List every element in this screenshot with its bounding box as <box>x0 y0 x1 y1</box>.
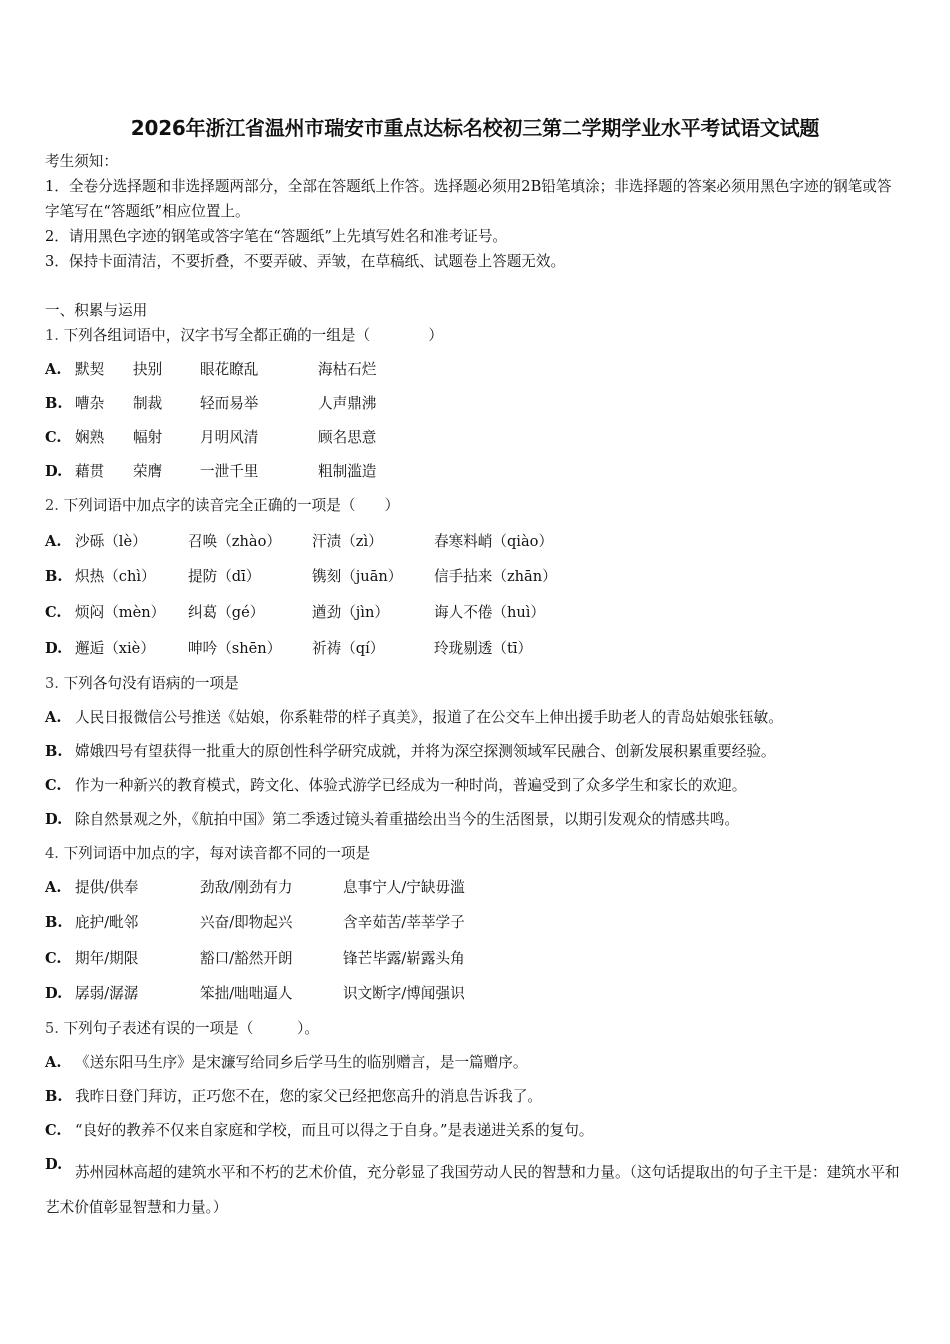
option-label: C. <box>45 777 62 794</box>
option-word: 汗渍（zì） <box>312 533 383 550</box>
option-word: 含辛茹苦/莘莘学子 <box>343 914 465 931</box>
question-number: 2. <box>45 497 59 514</box>
option-word: 期年/期限 <box>75 950 139 967</box>
question-4-stem <box>45 844 370 864</box>
option-word: 春寒料峭（qiào） <box>434 533 554 550</box>
question-number: 4. <box>45 845 59 862</box>
option-label: C. <box>45 604 62 621</box>
option-label: B. <box>45 395 63 412</box>
option-word: 沙砾（lè） <box>75 533 147 550</box>
option-word: 炽热（chì） <box>75 568 156 585</box>
option-label: C. <box>45 1122 62 1139</box>
option-word: 眼花瞭乱 <box>200 361 259 378</box>
option-word: 月明风清 <box>200 429 259 446</box>
option-label: B. <box>45 743 63 760</box>
option-text: 《送东阳马生序》是宋濂写给同乡后学马生的临别赠言，是一篇赠序。 <box>75 1054 528 1071</box>
question-number: 1. <box>45 327 59 344</box>
exam-title: 2026年浙江省温州市瑞安市重点达标名校初三第二学期学业水平考试语文试题 <box>130 116 820 140</box>
option-label: A. <box>45 361 62 378</box>
option-text: 我昨日登门拜访，正巧您不在，您的家父已经把您高升的消息告诉我了。 <box>75 1088 543 1105</box>
option-label: D. <box>45 811 63 828</box>
option-word: 纠葛（gé） <box>188 604 265 621</box>
option-word: 藉贯 <box>75 463 105 480</box>
question-text: 下列各句没有语病的一项是 <box>63 675 239 692</box>
option-label: A. <box>45 879 62 896</box>
option-label: B. <box>45 1088 63 1105</box>
option-text: 除自然景观之外，《航拍中国》第二季透过镜头着重描绘出当今的生活图景，以期引发观众的情感共鸣。 <box>75 811 740 828</box>
option-word: 遒劲（jìn） <box>312 604 389 621</box>
option-text: 嫦娥四号有望获得一批重大的原创性科学研究成就，并将为深空探测领域军民融合、创新发展积累重要经验。 <box>75 743 776 760</box>
option-word: 祈祷（qí） <box>312 640 385 657</box>
option-word: 提供/供奉 <box>75 879 139 896</box>
option-label: D. <box>45 985 63 1002</box>
option-word: 烦闷（mèn） <box>75 604 166 621</box>
option-word: 息事宁人/宁缺毋滥 <box>343 879 465 896</box>
notice-header: 考生须知： <box>45 153 118 170</box>
option-word: 信手拈来（zhān） <box>434 568 557 585</box>
option-word: 孱弱/潺潺 <box>75 985 139 1002</box>
notice-item-3: 3．保持卡面清洁，不要折叠，不要弄破、弄皱，在草稿纸、试题卷上答题无效。 <box>45 253 566 270</box>
option-label: B. <box>45 568 63 585</box>
option-word: 一泄千里 <box>200 463 259 480</box>
option-text: “良好的教养不仅来自家庭和学校，而且可以得之于自身。”是表递进关系的复句。 <box>75 1122 594 1139</box>
option-word: 制裁 <box>133 395 163 412</box>
option-label: D. <box>45 463 63 480</box>
option-word: 邂逅（xiè） <box>75 640 155 657</box>
option-word: 识文断字/博闻强识 <box>343 985 465 1002</box>
option-label: D. <box>45 640 63 657</box>
option-word: 豁口/豁然开朗 <box>200 950 293 967</box>
option-word: 顾名思意 <box>318 429 377 446</box>
option-word: 镌刻（juān） <box>312 568 403 585</box>
option-word: 召唤（zhào） <box>188 533 281 550</box>
question-number: 5. <box>45 1020 59 1037</box>
option-word: 抉别 <box>133 361 163 378</box>
option-word: 庇护/毗邻 <box>75 914 139 931</box>
option-word: 锋芒毕露/崭露头角 <box>343 950 465 967</box>
question-text: 下列句子表述有误的一项是（ ）。 <box>63 1020 319 1037</box>
option-word: 荣膺 <box>133 463 163 480</box>
option-word: 劲敌/刚劲有力 <box>200 879 293 896</box>
option-label: B. <box>45 914 63 931</box>
option-word: 默契 <box>75 361 105 378</box>
option-label: A. <box>45 1054 62 1071</box>
option-label: C. <box>45 950 62 967</box>
option-word: 呻吟（shēn） <box>188 640 282 657</box>
notice-item-1: 1．全卷分选择题和非选择题两部分，全部在答题纸上作答。选择题必须用2B铅笔填涂；非选择题的答案必须用黑色字迹的钢笔或答字笔写在“答题纸”相应位置上。 <box>45 178 892 220</box>
option-word: 娴熟 <box>75 429 105 446</box>
option-label: C. <box>45 429 62 446</box>
question-text: 下列词语中加点的字，每对读音都不同的一项是 <box>63 845 371 862</box>
option-text: 人民日报微信公号推送《姑娘，你系鞋带的样子真美》，报道了在公交车上伸出援手助老人的青岛姑娘张钰敏。 <box>75 709 783 726</box>
question-3-stem <box>45 674 239 694</box>
option-label: D. <box>45 1156 63 1173</box>
option-text: 苏州园林高超的建筑水平和不朽的艺术价值，充分彰显了我国劳动人民的智慧和力量。（这句话提取出的句子主干是：建筑水平和艺术价值彰显智慧和力量。） <box>45 1164 900 1216</box>
notice-item-2: 2．请用黑色字迹的钢笔或答字笔在“答题纸”上先填写姓名和准考证号。 <box>45 228 508 245</box>
question-text: 下列各组词语中，汉字书写全都正确的一组是（ ） <box>63 327 444 344</box>
question-number: 3. <box>45 675 59 692</box>
question-5-stem <box>45 1019 319 1039</box>
option-word: 诲人不倦（huì） <box>434 604 546 621</box>
option-word: 粗制滥造 <box>318 463 377 480</box>
option-word: 提防（dī） <box>188 568 261 585</box>
option-word: 嘈杂 <box>75 395 105 412</box>
question-1-stem <box>45 326 443 346</box>
section-heading: 一、积累与运用 <box>45 302 148 319</box>
option-word: 兴奋/即物起兴 <box>200 914 293 931</box>
option-word: 笨拙/咄咄逼人 <box>200 985 293 1002</box>
option-label: A. <box>45 533 62 550</box>
option-word: 幅射 <box>133 429 163 446</box>
option-word: 轻而易举 <box>200 395 259 412</box>
option-word: 海枯石烂 <box>318 361 377 378</box>
option-word: 人声鼎沸 <box>318 395 377 412</box>
question-2-stem <box>45 496 399 516</box>
option-text: 作为一种新兴的教育模式，跨文化、体验式游学已经成为一种时尚，普遍受到了众多学生和家长的欢迎。 <box>75 777 747 794</box>
question-text: 下列词语中加点字的读音完全正确的一项是（ ） <box>63 497 400 514</box>
option-label: A. <box>45 709 62 726</box>
option-word: 玲珑剔透（tī） <box>434 640 533 657</box>
